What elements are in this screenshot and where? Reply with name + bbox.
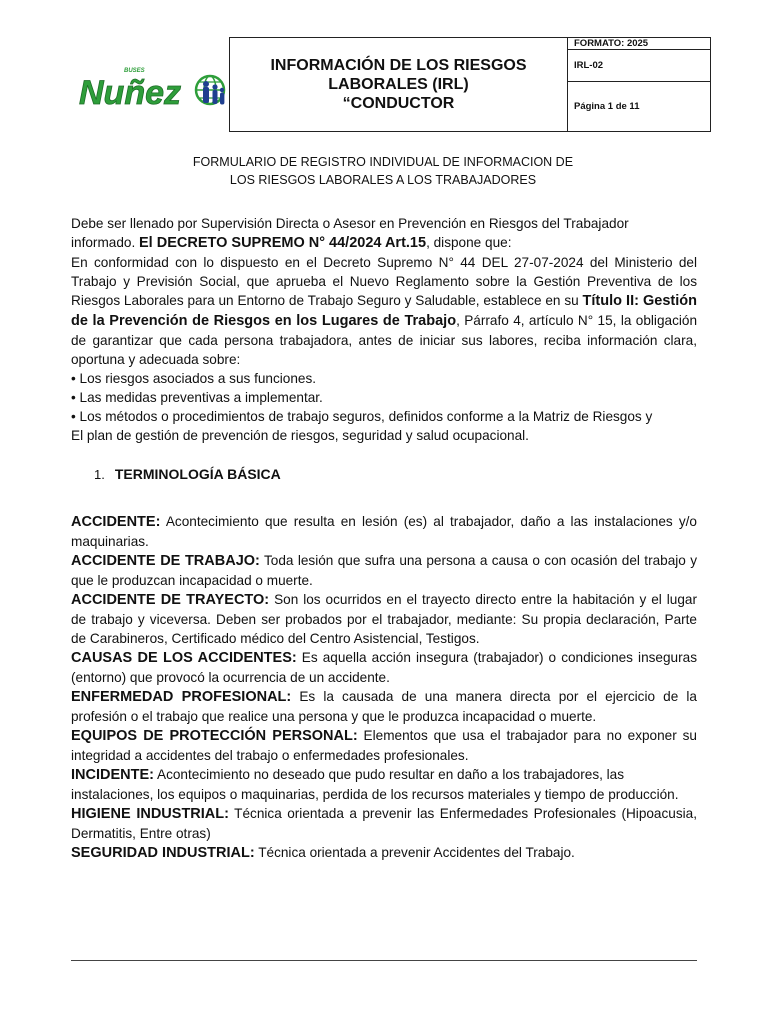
people-icon [203,81,224,105]
header-title-line-1: INFORMACIÓN DE LOS RIESGOS [270,57,527,74]
document-header [71,37,711,132]
section-heading [94,466,281,482]
document-title-cell [230,38,568,132]
term-entry: HIGIENE INDUSTRIAL: Técnica orientada a prevenir las Enfermedades Profesionales (Hipoacusia, Dermatitis, Entre otras) [71,806,698,841]
form-title-line-1: FORMULARIO DE REGISTRO INDIVIDUAL DE INFORMACION DE [192,155,574,169]
form-title [71,153,695,189]
term-entry: EQUIPOS DE PROTECCIÓN PERSONAL: Elementos que usa el trabajador para no exponer su integridad a accidentes del trabajo o enfermedades profesionales. [71,728,697,763]
section-number: 1. [94,467,105,482]
document-code: IRL-02 [568,50,711,82]
intro-paragraph: En conformidad con lo dispuesto en el Decreto Supremo N° 44 DEL 27-07-2024 del Ministerio del Trabajo y Previsión Social, que aprueba el Nuevo Reglamento sobre la Gestión Preventiva de los Riesgos Laborales para un Entorno de Trabajo Seguro y Saludable, establece en su Título II: Gestión de la Prevención de Riesgos en los Lugares de Trabajo, Párrafo 4, artículo N° 15, la obligación de garantizar que cada persona trabajadora, antes de iniciar sus labores, reciba información clara, oportuna y adecuada sobre: [71,255,698,367]
logo-cell [71,38,230,132]
intro-line-2: informado. El DECRETO SUPREMO N° 44/2024 Art.15, dispone que: [71,235,512,251]
footer-divider [71,960,697,961]
intro-closing: El plan de gestión de prevención de riesgos, seguridad y salud ocupacional. [71,428,529,443]
term-entry: ACCIDENTE DE TRABAJO: Toda lesión que sufra una persona a causa o con ocasión del trabajo y que le produzcan incapacidad o muerte. [71,553,698,588]
format-label: FORMATO: 2025 [568,38,711,50]
section-title: TERMINOLOGÍA BÁSICA [114,466,281,482]
page-number: Página 1 de 11 [568,82,711,132]
header-title-line-2: LABORALES (IRL) [328,76,469,93]
company-logo [77,60,227,118]
header-title-line-3: “CONDUCTOR [342,95,455,112]
term-entry: SEGURIDAD INDUSTRIAL: Técnica orientada a prevenir Accidentes del Trabajo. [71,845,575,861]
logo-tag: BUSES [124,67,145,74]
intro-section [71,214,697,445]
terms-list [71,512,697,863]
bullet-item: • Los riesgos asociados a sus funciones. [71,371,317,386]
intro-line-1: Debe ser llenado por Supervisión Directa o Asesor en Prevención en Riesgos del Trabajador [71,216,629,231]
bullet-item: • Las medidas preventivas a implementar. [71,390,323,405]
term-entry: ENFERMEDAD PROFESIONAL: Es la causada de una manera directa por el ejercicio de la profesión o el trabajo que realice una persona y que le produzca incapacidad o muerte. [71,689,697,724]
term-entry: CAUSAS DE LOS ACCIDENTES: Es aquella acción insegura (trabajador) o condiciones inseguras (entorno) que provocó la ocurrencia de un accidente. [71,650,697,685]
term-entry: ACCIDENTE: Acontecimiento que resulta en lesión (es) al trabajador, daño a las instalaciones y/o maquinarias. [71,514,697,549]
form-title-line-2: LOS RIESGOS LABORALES A LOS TRABAJADORES [229,173,537,187]
logo-wordmark: Nuñez [79,73,181,112]
term-entry: ACCIDENTE DE TRAYECTO: Son los ocurridos en el trayecto directo entre la habitación y el lugar de trabajo y viceversa. Deben ser probados por el trabajador, mediante: Su propia declaración, Parte de Carabineros, Certificado médico del Centro Asistencial, Testigos. [71,592,697,646]
term-entry: INCIDENTE: Acontecimiento no deseado que pudo resultar en daño a los trabajadores, las instalaciones, los equipos o maquinarias, perdida de los recursos materiales y tiempo de producción. [71,767,679,802]
bullet-item: • Los métodos o procedimientos de trabajo seguros, definidos conforme a la Matriz de Riesgos y [71,409,653,424]
